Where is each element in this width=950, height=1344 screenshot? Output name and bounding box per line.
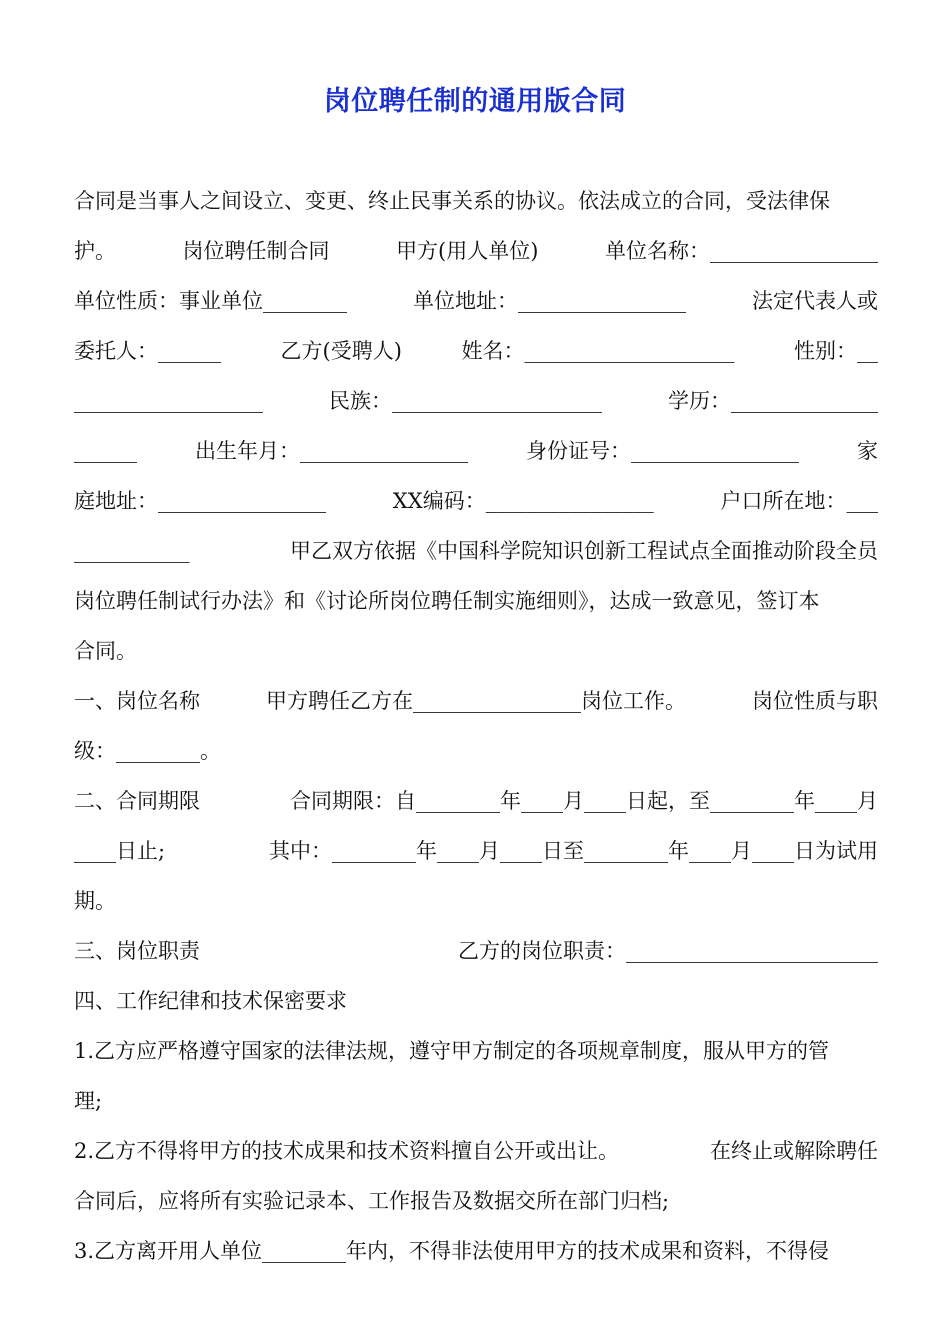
body-line [74, 226, 878, 276]
text-segment: ___________ [74, 539, 190, 563]
text-segment: 一、岗位名称 [74, 689, 200, 713]
text-segment: 乙方(受聘人) [280, 339, 402, 363]
text-segment: 合同期限：自________年____月____日起，至________年____月 [290, 789, 878, 813]
body-line [74, 326, 878, 376]
document-body [74, 176, 878, 1276]
body-line [74, 576, 878, 626]
body-line [74, 776, 878, 826]
text-segment: 在终止或解除聘任 [710, 1139, 878, 1163]
text-segment: 岗位性质与职 [752, 689, 878, 713]
body-line [74, 176, 878, 226]
text-segment: 四、工作纪律和技术保密要求 [74, 989, 347, 1013]
text-segment: 合同是当事人之间设立、变更、终止民事关系的协议。依法成立的合同，受法律保 [74, 189, 830, 213]
text-segment: 合同后，应将所有实验记录本、工作报告及数据交所在部门归档; [74, 1189, 670, 1213]
text-segment: 护。 [74, 239, 116, 263]
document-title: 岗位聘任制的通用版合同 [323, 86, 627, 117]
text-segment: 单位地址：________________ [413, 289, 686, 313]
text-segment: ____日止; [74, 839, 166, 863]
text-segment: 其中：________年____月____日至________年____月____日为试用 [269, 839, 878, 863]
text-segment: 2.乙方不得将甲方的技术成果和技术资料擅自公开或出让。 [74, 1139, 620, 1163]
body-line [74, 976, 878, 1026]
body-line [74, 1076, 878, 1126]
text-segment: 单位性质：事业单位________ [74, 289, 347, 313]
body-line [74, 1026, 878, 1076]
text-segment: 1.乙方应严格遵守国家的法律法规，遵守甲方制定的各项规章制度，服从甲方的管 [74, 1039, 830, 1063]
text-segment: 身份证号：________________ [526, 439, 799, 463]
text-segment: 岗位聘任制试行办法》和《讨论所岗位聘任制实施细则》，达成一致意见，签订本 [74, 589, 820, 613]
text-segment: 理; [74, 1089, 103, 1113]
body-line [74, 726, 878, 776]
body-line [74, 376, 878, 426]
text-segment: 合同。 [74, 639, 137, 663]
text-segment: 家 [857, 439, 878, 463]
text-segment: 出生年月：________________ [195, 439, 468, 463]
body-line [74, 626, 878, 676]
text-segment: 户口所在地：___ [720, 489, 878, 513]
text-segment: ______ [74, 439, 137, 463]
text-segment: 乙方的岗位职责：________________________ [458, 939, 878, 963]
body-line [74, 526, 878, 576]
text-segment: 委托人：______ [74, 339, 221, 363]
text-segment: 甲方聘任乙方在________________岗位工作。 [266, 689, 686, 713]
text-segment: 期。 [74, 889, 116, 913]
text-segment: 二、合同期限 [74, 789, 200, 813]
text-segment: 姓名：____________________ [461, 339, 735, 363]
text-segment: XX编码：________________ [392, 489, 654, 513]
text-segment: 3.乙方离开用人单位________年内，不得非法使用甲方的技术成果和资料，不得侵 [74, 1239, 830, 1263]
text-segment: 岗位聘任制合同 [182, 239, 330, 263]
body-line [74, 826, 878, 876]
text-segment: 学历：______________ [668, 389, 878, 413]
body-line [74, 476, 878, 526]
text-segment: 法定代表人或 [752, 289, 878, 313]
text-segment: 性别：__ [793, 339, 878, 363]
text-segment: 三、岗位职责 [74, 939, 200, 963]
body-line [74, 426, 878, 476]
body-line [74, 276, 878, 326]
body-line [74, 926, 878, 976]
body-line [74, 1176, 878, 1226]
text-segment: 甲方(用人单位) [396, 239, 539, 263]
text-segment: 庭地址：________________ [74, 489, 326, 513]
text-segment: 甲乙双方依据《中国科学院知识创新工程试点全面推动阶段全员 [290, 539, 878, 563]
body-line [74, 676, 878, 726]
text-segment: 民族：____________________ [329, 389, 602, 413]
text-segment: 单位名称：________________ [604, 239, 878, 263]
body-line [74, 1226, 878, 1276]
text-segment: __________________ [74, 389, 263, 413]
text-segment: 级：________。 [74, 739, 221, 763]
body-line [74, 876, 878, 926]
body-line [74, 1126, 878, 1176]
